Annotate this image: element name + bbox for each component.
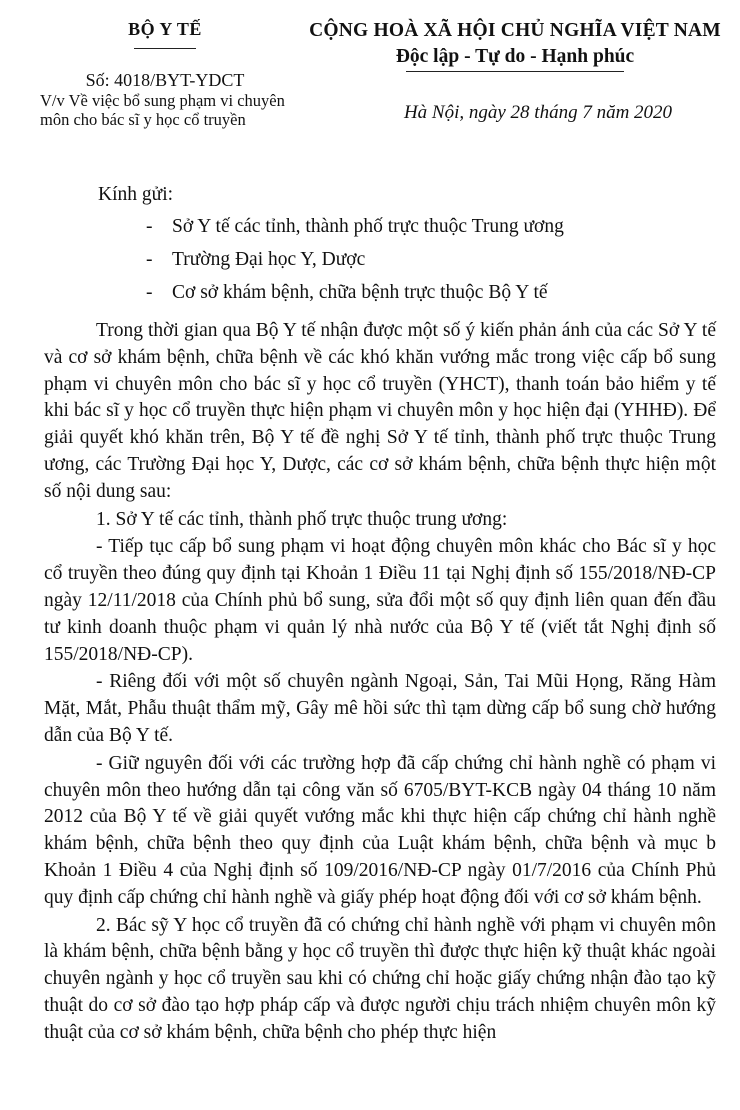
section-1-item: - Riêng đối với một số chuyên ngành Ngoại, Sản, Tai Mũi Họng, Răng Hàm Mặt, Mắt, Phẫu thuật thẩm mỹ, Gây mê hồi sức thì tạm dừng cấp bổ sung chờ hướng dẫn của Bộ Y tế. (44, 671, 716, 746)
recipient-label: Trường Đại học Y, Dược (172, 249, 366, 270)
motto-underline (406, 71, 624, 72)
greeting: Kính gửi: (98, 184, 174, 205)
national-header (300, 20, 730, 124)
recipient-item: - Cơ sở khám bệnh, chữa bệnh trực thuộc Bộ Y tế (146, 282, 548, 303)
recipients-block (98, 180, 718, 309)
place-and-date: Hà Nội, ngày 28 tháng 7 năm 2020 (403, 102, 673, 123)
recipient-item: - Sở Y tế các tỉnh, thành phố trực thuộc Trung ương (146, 216, 564, 237)
section-1-item: - Giữ nguyên đối với các trường hợp đã cấp chứng chỉ hành nghề có phạm vi chuyên môn theo hướng dẫn tại công văn số 6705/BYT-KCB ngày 04 tháng 10 năm 2012 của Bộ Y tế về giải quyết vướng mắc khi thực hiện cấp chứng chỉ hành nghề khám bệnh, chữa bệnh theo quy định của Luật khám bệnh, chữa bệnh và mục b Khoản 1 Điều 4 của Nghị định số 109/2016/NĐ-CP ngày 01/7/2016 của Chính Phủ quy định cấp chứng chỉ hành nghề và giấy phép hoạt động đối với cơ sở khám bệnh. (44, 752, 716, 908)
national-motto: Độc lập - Tự do - Hạnh phúc (395, 46, 635, 67)
document-number: Số: 4018/BYT-YDCT (85, 70, 245, 90)
recipient-label: Cơ sở khám bệnh, chữa bệnh trực thuộc Bộ Y tế (172, 282, 548, 303)
section-1-item: - Tiếp tục cấp bổ sung phạm vi hoạt động chuyên môn khác cho Bác sĩ y học cổ truyền theo đúng quy định tại Khoản 1 Điều 11 tại Nghị định số 155/2018/NĐ-CP ngày 12/11/2018 của Chính phủ bổ sung, sửa đổi một số quy định liên quan đến đầu tư kinh doanh thuộc phạm vi quản lý nhà nước của Bộ Y tế (viết tắt Nghị định số 155/2018/NĐ-CP). (44, 536, 716, 665)
national-title: CỘNG HOÀ XÃ HỘI CHỦ NGHĨA VIỆT NAM (309, 20, 721, 41)
agency-underline (134, 48, 196, 49)
letter-body (44, 318, 716, 1047)
document-subject: V/v Về việc bổ sung phạm vi chuyên môn cho bác sĩ y học cổ truyền (40, 91, 285, 129)
section-1-heading: 1. Sở Y tế các tỉnh, thành phố trực thuộc trung ương: (96, 508, 508, 530)
issuer-block (40, 20, 290, 129)
recipient-label: Sở Y tế các tỉnh, thành phố trực thuộc Trung ương (172, 216, 564, 237)
recipient-item: - Trường Đại học Y, Dược (146, 249, 366, 270)
section-2-paragraph: 2. Bác sỹ Y học cổ truyền đã có chứng chỉ hành nghề với phạm vi chuyên môn là khám bệnh, chữa bệnh bằng y học cổ truyền thì được thực hiện kỹ thuật khác ngoài chuyên ngành y học cổ truyền sau khi có chứng chỉ hoặc giấy chứng nhận đào tạo kỹ thuật do cơ sở đào tạo hợp pháp cấp và được người chịu trách nhiệm chuyên môn kỹ thuật của cơ sở khám bệnh, chữa bệnh cho phép thực hiện (44, 914, 716, 1043)
issuing-agency: BỘ Y TẾ (128, 19, 202, 39)
intro-paragraph: Trong thời gian qua Bộ Y tế nhận được một số ý kiến phản ánh của các Sở Y tế và cơ sở khám bệnh, chữa bệnh về các khó khăn vướng mắc trong việc cấp bổ sung phạm vi chuyên môn cho bác sĩ y học cổ truyền (YHCT), thanh toán bảo hiểm y tế khi bác sĩ y học cổ truyền thực hiện phạm vi chuyên môn y học hiện đại (YHHĐ). Để giải quyết khó khăn trên, Bộ Y tế đề nghị Sở Y tế tỉnh, thành phố trực thuộc Trung ương, các Trường Đại học Y, Dược, các cơ sở khám bệnh, chữa bệnh thực hiện một số nội dung sau: (44, 320, 716, 502)
